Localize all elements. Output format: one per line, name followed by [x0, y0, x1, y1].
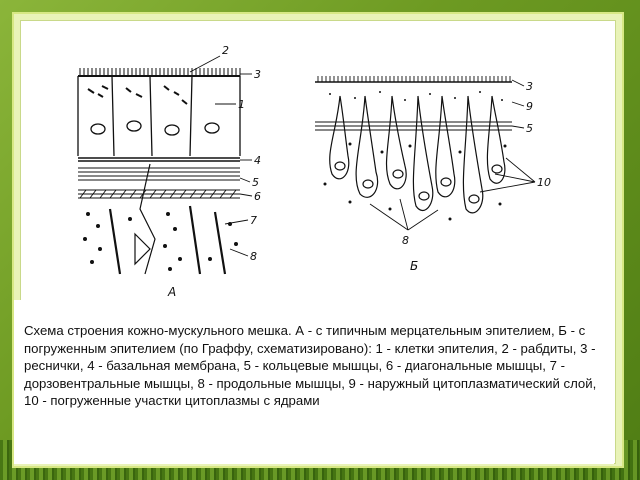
label-b-8: 8: [402, 234, 409, 247]
label-a-1: 1: [238, 98, 245, 111]
figure-caption: Схема строения кожно-мускульного мешка. А - с типичным мерцательным эпителием, Б - с погруженным эпителием (по Граффу, схематизировано): 1 - клетки эпителия, 2 - рабдиты, 3 - реснички, 4 - базальная мембрана, 5 - кольцевые мышцы, 6 - диагональные мышцы, 7 - дорзовентральные мышцы, 8 - продольные мышцы, 9 - наружный цитоплазматический слой, 10 - погруженные участки цитоплазмы с ядрами: [24, 323, 597, 408]
panel-a: [78, 68, 240, 274]
panel-a-leaders: [190, 56, 252, 256]
label-a-6: 6: [254, 190, 261, 203]
body-wall-diagram: [40, 34, 600, 304]
label-a-3: 3: [254, 68, 261, 81]
label-a-8: 8: [250, 250, 257, 263]
panel-b: [315, 76, 512, 213]
panel-b-leaders: [370, 80, 535, 230]
label-b-10: 10: [537, 176, 551, 189]
label-a-5: 5: [252, 176, 259, 189]
label-a-2: 2: [222, 44, 229, 57]
panel-b-label: Б: [410, 259, 419, 273]
panel-a-label: А: [168, 285, 177, 299]
label-b-3: 3: [526, 80, 533, 93]
diagram-svg: [40, 34, 600, 304]
label-b-5: 5: [526, 122, 533, 135]
label-a-7: 7: [250, 214, 257, 227]
label-a-4: 4: [254, 154, 261, 167]
panel-a-dots: [83, 212, 238, 271]
caption-box: [14, 300, 614, 464]
label-b-9: 9: [526, 100, 533, 113]
